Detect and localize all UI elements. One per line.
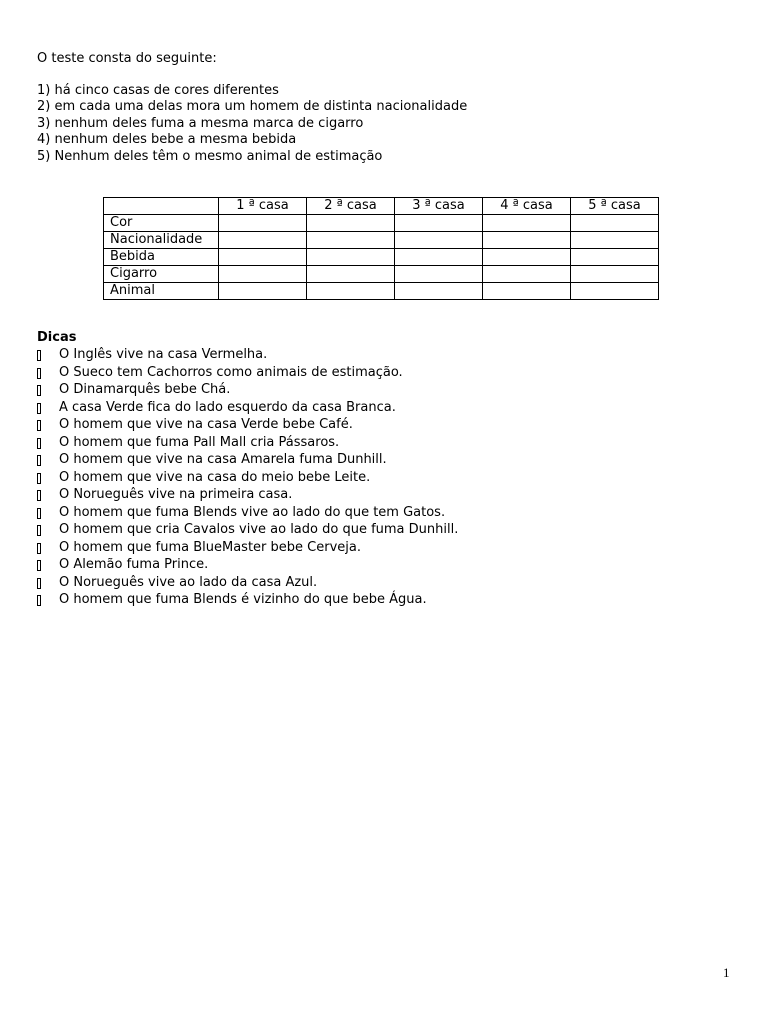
table-cell bbox=[307, 249, 395, 266]
table-row bbox=[104, 215, 659, 232]
square-bullet-icon bbox=[37, 543, 41, 554]
table-cell bbox=[571, 215, 659, 232]
table-row bbox=[104, 266, 659, 283]
page-number: 1 bbox=[723, 965, 730, 980]
tip-text: O homem que fuma Blends é vizinho do que bebe Água. bbox=[59, 592, 427, 607]
table-cell bbox=[395, 266, 483, 283]
intro-text: O teste consta do seguinte: bbox=[37, 51, 217, 66]
rule-item: 1) há cinco casas de cores diferentes bbox=[37, 83, 279, 98]
tip-text: O homem que vive na casa Verde bebe Café. bbox=[59, 417, 353, 432]
column-header: 4 ª casa bbox=[483, 198, 571, 215]
table-row bbox=[104, 232, 659, 249]
table-cell bbox=[307, 215, 395, 232]
table-cell bbox=[571, 232, 659, 249]
tip-text: O Dinamarquês bebe Chá. bbox=[59, 382, 231, 397]
square-bullet-icon bbox=[37, 420, 41, 431]
table-cell bbox=[395, 215, 483, 232]
square-bullet-icon bbox=[37, 578, 41, 589]
table-cell bbox=[483, 266, 571, 283]
tip-text: O Norueguês vive na primeira casa. bbox=[59, 487, 293, 502]
tip-text: O homem que vive na casa Amarela fuma Dunhill. bbox=[59, 452, 387, 467]
square-bullet-icon bbox=[37, 525, 41, 536]
row-header: Bebida bbox=[104, 249, 219, 266]
square-bullet-icon bbox=[37, 490, 41, 501]
tip-text: O homem que vive na casa do meio bebe Leite. bbox=[59, 469, 371, 485]
row-header: Animal bbox=[104, 283, 219, 300]
rule-item: 4) nenhum deles bebe a mesma bebida bbox=[37, 132, 297, 148]
square-bullet-icon bbox=[37, 595, 41, 606]
table-cell bbox=[483, 283, 571, 300]
tip-text: O homem que fuma BlueMaster bebe Cerveja. bbox=[59, 539, 361, 555]
rule-item: 3) nenhum deles fuma a mesma marca de cigarro bbox=[37, 115, 364, 131]
tip-text: O homem que fuma Blends vive ao lado do que tem Gatos. bbox=[59, 504, 446, 520]
column-header: 1 ª casa bbox=[219, 198, 307, 215]
table-cell bbox=[219, 283, 307, 300]
tips-title: Dicas bbox=[37, 330, 77, 345]
square-bullet-icon bbox=[37, 508, 41, 519]
tip-text: O Sueco tem Cachorros como animais de estimação. bbox=[59, 364, 403, 380]
table-cell bbox=[483, 215, 571, 232]
square-bullet-icon bbox=[37, 350, 41, 361]
row-header: Nacionalidade bbox=[104, 232, 219, 249]
table-cell bbox=[571, 266, 659, 283]
table-cell bbox=[219, 232, 307, 249]
table-cell bbox=[483, 249, 571, 266]
table-cell bbox=[219, 266, 307, 283]
tip-text: O homem que fuma Pall Mall cria Pássaros. bbox=[59, 434, 340, 450]
square-bullet-icon bbox=[37, 455, 41, 466]
table-cell bbox=[395, 249, 483, 266]
square-bullet-icon bbox=[37, 403, 41, 414]
tip-text: O Inglês vive na casa Vermelha. bbox=[59, 347, 268, 362]
column-header: 2 ª casa bbox=[307, 198, 395, 215]
column-header: 5 ª casa bbox=[571, 198, 659, 215]
square-bullet-icon bbox=[37, 438, 41, 449]
square-bullet-icon bbox=[37, 385, 41, 396]
table-cell bbox=[571, 283, 659, 300]
table-cell bbox=[395, 283, 483, 300]
table-corner-cell bbox=[104, 198, 219, 215]
table-cell bbox=[307, 283, 395, 300]
row-header: Cigarro bbox=[104, 266, 219, 283]
square-bullet-icon bbox=[37, 473, 41, 484]
table-cell bbox=[219, 215, 307, 232]
tip-text: A casa Verde fica do lado esquerdo da casa Branca. bbox=[59, 399, 396, 415]
rules-list bbox=[37, 83, 467, 165]
column-header: 3 ª casa bbox=[395, 198, 483, 215]
table-cell bbox=[307, 232, 395, 249]
rule-item: 2) em cada uma delas mora um homem de distinta nacionalidade bbox=[37, 99, 468, 115]
table-row bbox=[104, 249, 659, 266]
table-header-row bbox=[104, 198, 659, 215]
tip-text: O Alemão fuma Prince. bbox=[59, 557, 209, 572]
table-cell bbox=[219, 249, 307, 266]
table-row bbox=[104, 283, 659, 300]
table-cell bbox=[571, 249, 659, 266]
tip-text: O homem que cria Cavalos vive ao lado do que fuma Dunhill. bbox=[59, 522, 459, 537]
table-cell bbox=[483, 232, 571, 249]
rule-item: 5) Nenhum deles têm o mesmo animal de estimação bbox=[37, 148, 383, 164]
houses-table bbox=[103, 197, 659, 300]
table-cell bbox=[395, 232, 483, 249]
table-cell bbox=[307, 266, 395, 283]
square-bullet-icon bbox=[37, 368, 41, 379]
square-bullet-icon bbox=[37, 560, 41, 571]
row-header: Cor bbox=[104, 215, 219, 232]
tip-text: O Norueguês vive ao lado da casa Azul. bbox=[59, 574, 318, 590]
